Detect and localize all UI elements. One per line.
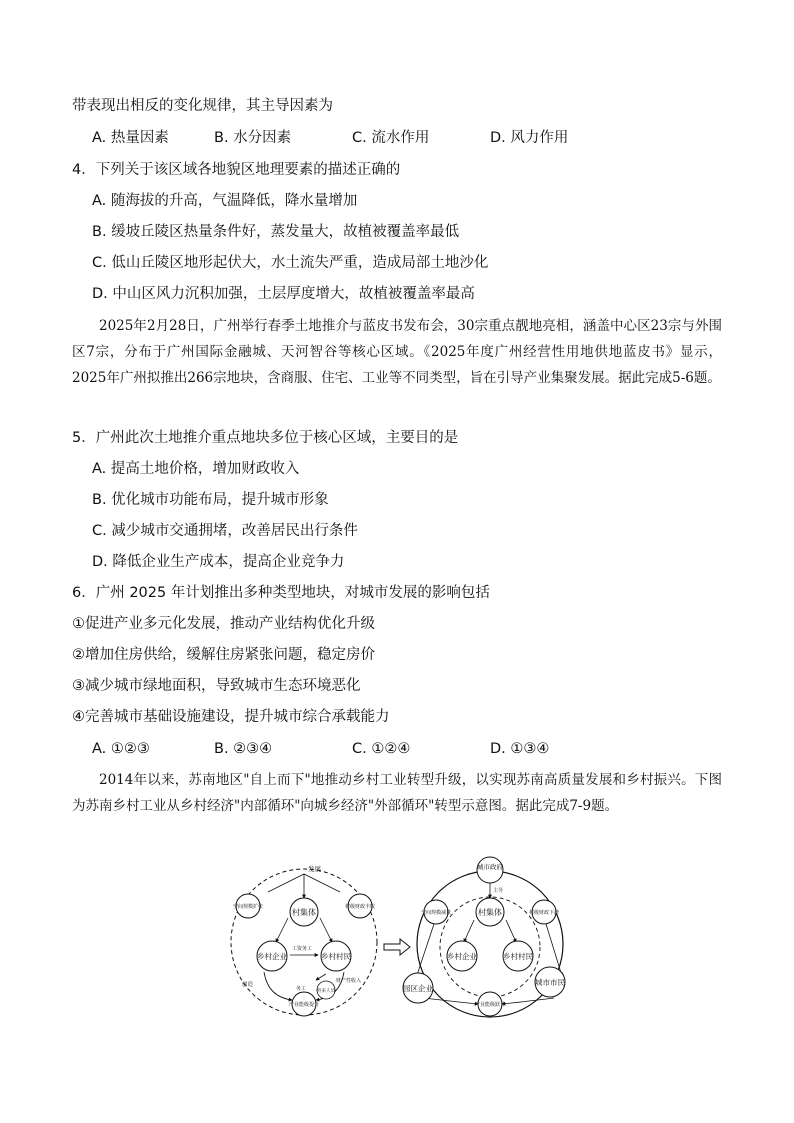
- q6-statement-3: ③减少城市绿地面积，导致城市生态环境恶化: [72, 678, 361, 694]
- left-node-space-expand-label: 空间规模扩张: [232, 904, 264, 910]
- left-node-outsiders-label: 外来人员: [317, 989, 335, 994]
- q6-option-b[interactable]: B. ②③④: [214, 741, 273, 757]
- q6-statement-1: ①促进产业多元化发展，推动产业结构优化升级: [72, 616, 375, 632]
- q5-option-b[interactable]: B. 优化城市功能布局，提升城市形象: [92, 492, 329, 508]
- q6-options: [92, 739, 549, 759]
- right-arrow-collective-enterprise: [464, 920, 474, 942]
- rural-industry-transformation-diagram: [228, 852, 568, 1022]
- q6-stem: 6．广州 2025 年计划推出多种类型地块，对城市发展的影响包括: [72, 585, 490, 601]
- q3-option-d[interactable]: D. 风力作用: [490, 130, 569, 146]
- left-arrow-collective-villager: [320, 918, 332, 942]
- q6-option-c[interactable]: C. ①②④: [352, 741, 411, 757]
- right-node-collective-label: 村集体: [478, 908, 502, 917]
- q5-option-c[interactable]: C. 减少城市交通拥堵，改善居民出行条件: [92, 523, 358, 539]
- q3-option-a[interactable]: A. 热量因素: [92, 130, 169, 146]
- q3-options: [92, 128, 568, 148]
- passage-guangzhou: 2025年2月28日，广州举行春季土地推介与蓝皮书发布会，30宗重点靓地亮相，涵盖中心区23宗与外围区7宗，分布于广州国际金融城、天河智谷等核心区域。《2025年度广州经营性用地供地蓝皮书》显示，2025年广州拟推出266宗地块，含商服、住宅、工业等不同类型，旨在引导产业集聚发展。据此完成5-6题。: [72, 318, 722, 386]
- q5-option-d[interactable]: D. 降低企业生产成本，提高企业竞争力: [92, 554, 345, 570]
- q6-statement-2: ②增加住房供给，缓解住房紧张问题，稳定房价: [72, 647, 375, 663]
- right-node-rural-villager-label: 乡村村民: [503, 952, 533, 961]
- q4-option-b[interactable]: B. 缓坡丘陵区热量条件好，蒸发量大，故植被覆盖率最低: [92, 224, 460, 240]
- right-node-city-gov-label: 城市政府: [477, 863, 503, 871]
- left-node-rural-villager-label: 乡村村民: [321, 952, 351, 961]
- q6-option-a[interactable]: A. ①②③: [92, 741, 150, 757]
- right-arrow-park-upgrade: [424, 998, 478, 1004]
- left-arrow-to-outsiders: [316, 974, 326, 980]
- right-arrow-collective-villager: [506, 920, 516, 942]
- left-label-work: 工资务工: [292, 946, 313, 952]
- q4-option-a[interactable]: A. 随海拔的升高，气温降低，降水量增加: [92, 193, 358, 209]
- right-node-space-reduce-label: 空间规模减量: [420, 910, 452, 916]
- right-arrow-to-park: [416, 924, 434, 978]
- transition-arrow-icon: [384, 939, 410, 955]
- q6-option-d[interactable]: D. ①③④: [490, 741, 550, 757]
- right-node-industry-leap-label: 产业能级跃升: [474, 1002, 506, 1008]
- right-node-rural-enterprise-label: 乡村企业: [447, 952, 477, 961]
- left-arrow-collective-enterprise: [276, 918, 288, 942]
- left-node-rural-enterprise-label: 乡村企业: [257, 952, 287, 961]
- left-label-develop: 发展: [308, 865, 321, 873]
- q3-option-c[interactable]: C. 流水作用: [352, 130, 430, 146]
- left-label-property-income: 财产性收入: [336, 978, 362, 984]
- right-arrow-citizen-upgrade: [502, 998, 554, 1004]
- q5-option-a[interactable]: A. 提高土地价格，增加财政收入: [92, 461, 300, 477]
- q4-option-c[interactable]: C. 低山丘陵区地形起伏大，水土流失严重，造成局部土地沙化: [92, 255, 489, 271]
- left-node-industry-upgrade-label: 产业能级提升: [288, 1002, 320, 1008]
- q5-stem: 5．广州此次土地推介重点地块多位于核心区域，主要目的是: [72, 430, 459, 446]
- q3-stem-tail: 带表现出相反的变化规律，其主导因素为: [72, 98, 333, 114]
- left-label-bottom-work: 务工: [296, 986, 307, 992]
- right-label-lead: 主导: [493, 888, 504, 894]
- q6-statement-4: ④完善城市基础设施建设，提升城市综合承载能力: [72, 709, 390, 725]
- right-node-finance-fall-label: 村级财政下滑: [528, 910, 560, 916]
- q3-option-b[interactable]: B. 水分因素: [214, 130, 292, 146]
- left-node-collective-label: 村集体: [292, 908, 316, 917]
- q4-option-d[interactable]: D. 中山区风力沉积加强，土层厚度增大，故植被覆盖率最高: [92, 286, 475, 302]
- left-label-create: 创造: [242, 982, 254, 988]
- right-node-city-citizen-label: 城市市民: [535, 978, 565, 987]
- right-node-park-enterprise-label: 园区企业: [403, 984, 433, 993]
- left-node-finance-rise-label: 村级财政丰收: [344, 904, 376, 910]
- passage-sunan: 2014年以来，苏南地区"自上而下"地推动乡村工业转型升级，以实现苏南高质量发展和乡村振兴。下图为苏南乡村工业从乡村经济"内部循环"向城乡经济"外部循环"转型示意图。据此完成7-9题。: [72, 772, 722, 814]
- left-arrow-upgrade: [264, 972, 292, 1000]
- q4-stem: 4．下列关于该区域各地貌区地理要素的描述正确的: [72, 162, 401, 178]
